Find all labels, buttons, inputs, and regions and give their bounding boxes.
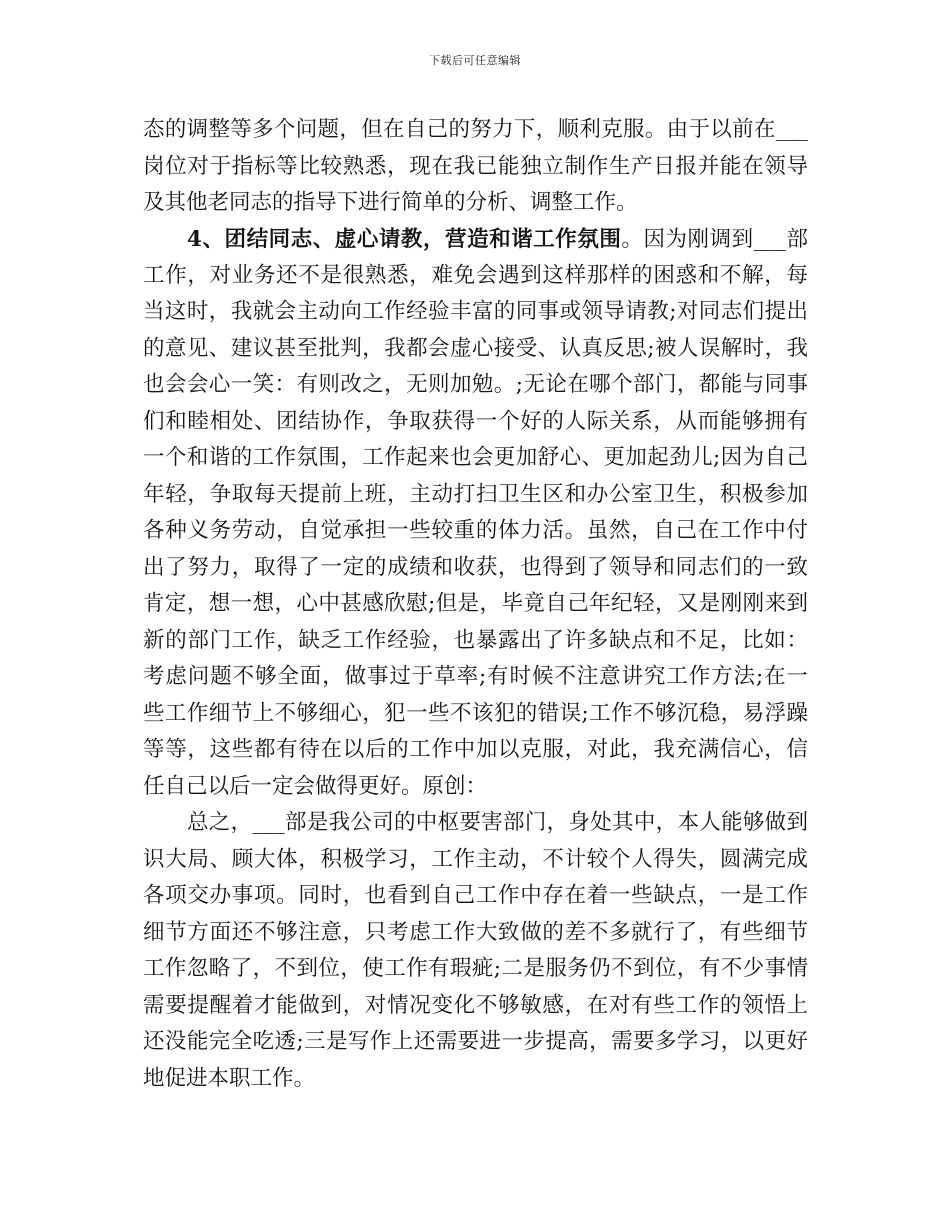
paragraph-line: 新的部门工作，缺乏工作经验，也暴露出了许多缺点和不足，比如： — [143, 628, 808, 653]
paragraph-line: 的意见、建议甚至批判，我都会虚心接受、认真反思;被人误解时，我 — [143, 336, 808, 361]
paragraph-line: 识大局、顾大体，积极学习，工作主动，不计较个人得失，圆满完成 — [143, 847, 808, 872]
page-header: 下载后可任意编辑 — [429, 54, 521, 67]
paragraph-line: 年轻，争取每天提前上班，主动打扫卫生区和办公室卫生，积极参加 — [143, 482, 808, 507]
paragraph-line: 及其他老同志的指导下进行简单的分析、调整工作。 — [143, 190, 638, 215]
paragraph-line: 地促进本职工作。 — [143, 1066, 316, 1091]
paragraph-line: 一个和谐的工作氛围，工作起来也会更加舒心、更加起劲儿;因为自己 — [143, 445, 808, 470]
paragraph-line: 也会会心一笑：有则改之，无则加勉。;无论在哪个部门，都能与同事 — [143, 372, 808, 397]
paragraph-line: 们和睦相处、团结协作，争取获得一个好的人际关系，从而能够拥有 — [143, 409, 808, 434]
section-heading-tail: 。因为刚调到___部 — [621, 227, 808, 252]
paragraph-line: 些工作细节上不够细心，犯一些不该犯的错误;工作不够沉稳，易浮躁 — [143, 701, 808, 726]
paragraph-line: 态的调整等多个问题，但在自己的努力下，顺利克服。由于以前在___ — [143, 117, 808, 142]
paragraph-line: 当这时，我就会主动向工作经验丰富的同事或领导请教;对同志们提出 — [143, 299, 808, 324]
section-heading: 4、团结同志、虚心请教，营造和谐工作氛围 — [187, 227, 622, 252]
paragraph-line: 肯定，想一想，心中甚感欣慰;但是，毕竟自己年纪轻，又是刚刚来到 — [143, 591, 808, 616]
paragraph-line: 细节方面还不够注意，只考虑工作大致做的差不多就行了，有些细节 — [143, 920, 808, 945]
paragraph-line: 需要提醒着才能做到，对情况变化不够敏感，在对有些工作的领悟上 — [143, 993, 808, 1018]
paragraph-line: 任自己以后一定会做得更好。原创： — [143, 774, 488, 799]
section-heading-line — [187, 225, 808, 255]
paragraph-line: 考虑问题不够全面，做事过于草率;有时候不注意讲究工作方法;在一 — [143, 664, 808, 689]
paragraph-line: 等等，这些都有待在以后的工作中加以克服，对此，我充满信心，信 — [143, 737, 808, 762]
paragraph-line: 各项交办事项。同时，也看到自己工作中存在着一些缺点，一是工作 — [143, 883, 808, 908]
paragraph-line: 工作忽略了，不到位，使工作有瑕疵;二是服务仍不到位，有不少事情 — [143, 956, 808, 981]
paragraph-line: 岗位对于指标等比较熟悉，现在我已能独立制作生产日报并能在领导 — [143, 154, 808, 179]
paragraph-line: 各种义务劳动，自觉承担一些较重的体力活。虽然，自己在工作中付 — [143, 518, 808, 543]
paragraph-line: 总之，___部是我公司的中枢要害部门，身处其中，本人能够做到 — [187, 810, 808, 835]
paragraph-line: 还没能完全吃透;三是写作上还需要进一步提高，需要多学习，以更好 — [143, 1029, 808, 1054]
paragraph-line: 工作，对业务还不是很熟悉，难免会遇到这样那样的困惑和不解，每 — [143, 263, 808, 288]
paragraph-line: 出了努力，取得了一定的成绩和收获，也得到了领导和同志们的一致 — [143, 555, 808, 580]
